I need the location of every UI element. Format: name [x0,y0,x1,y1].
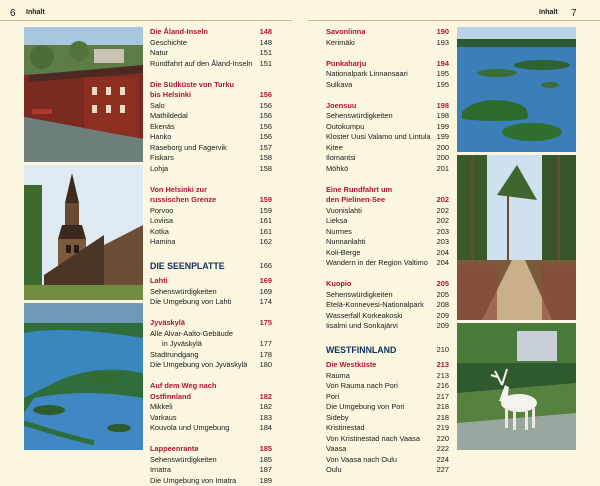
toc-page-number: 195 [437,69,449,80]
toc-entry-title: Sulkava [326,80,352,91]
toc-entry-title: Jyväskylä [150,318,185,329]
toc-page-number: 148 [260,38,272,49]
toc-page-number: 159 [260,206,272,217]
toc-entry-title: Lohja [150,164,168,175]
toc-page-number: 156 [260,90,272,101]
toc-page-number: 187 [260,465,272,476]
toc-entry[interactable] [326,38,449,49]
toc-entry[interactable] [150,237,272,248]
toc-entry-title: Kitee [326,143,343,154]
toc-page-number: 218 [437,402,449,413]
toc-entry[interactable] [150,206,272,217]
toc-entry[interactable] [150,465,272,476]
toc-entry-title: Outokumpu [326,122,364,133]
toc-page-number: 193 [437,38,449,49]
toc-entry-title: Möhkö [326,164,348,175]
toc-page-number: 213 [437,371,449,382]
toc-entry[interactable] [326,392,449,403]
toc-page-number: 213 [437,360,449,371]
toc-page-number: 217 [437,392,449,403]
toc-entry-title: bis Helsinki [150,90,191,101]
toc-entry[interactable] [326,300,449,311]
toc-entry[interactable] [326,143,449,154]
toc-spacer [326,332,449,343]
toc-page-number: 194 [437,59,449,70]
toc-entry[interactable] [150,287,272,298]
toc-page-number: 210 [437,344,449,356]
toc-entry[interactable] [326,111,449,122]
toc-entry[interactable] [150,339,272,350]
photo-forest-path [457,155,576,320]
toc-page-number: 180 [260,360,272,371]
toc-page-number: 162 [260,237,272,248]
toc-entry[interactable] [150,164,272,175]
toc-entry-title: russischen Grenze [150,195,216,206]
toc-page-number: 222 [437,444,449,455]
toc-page-number: 203 [437,227,449,238]
photo-lake-islands [457,27,576,152]
toc-page-number: 182 [260,392,272,403]
toc-entry-title: Von Vaasa nach Oulu [326,455,397,466]
toc-entry-title: Lieksa [326,216,347,227]
toc-entry-title: Kristinestad [326,423,365,434]
toc-page-number: 156 [260,101,272,112]
toc-right [326,27,449,476]
toc-page-number: 224 [437,455,449,466]
toc-entry-title: Salo [150,101,165,112]
toc-entry-title: Lappeenranta [150,444,198,455]
toc-entry-title: Mathildedal [150,111,188,122]
toc-entry-title: Die Südküste von Turku [150,80,234,89]
toc-entry[interactable] [150,476,272,486]
toc-page-number: 220 [437,434,449,445]
photo-red-warehouses [24,27,143,162]
toc-page-number: 148 [260,27,272,38]
toc-entry-title: Kerimäki [326,38,355,49]
toc-entry-title: Die Umgebung von Lahti [150,297,231,308]
toc-entry-title: Iisalmi und Sonkajärvi [326,321,398,332]
toc-page-number: 169 [260,276,272,287]
toc-page-number: 198 [437,111,449,122]
toc-entry-title: Sehenswürdigkeiten [326,290,393,301]
toc-page-number: 204 [437,248,449,259]
toc-section-heading[interactable] [150,381,272,392]
toc-entry[interactable] [326,227,449,238]
header-rule-right [308,20,600,21]
toc-section-heading[interactable] [326,59,449,70]
toc-entry-title: Oulu [326,465,342,476]
toc-entry-title: Die Åland-Inseln [150,27,208,38]
toc-entry[interactable] [326,69,449,80]
toc-entry-title: Die Umgebung von Pori [326,402,404,413]
toc-entry-title: Raseborg und Fagervik [150,143,227,154]
toc-entry[interactable] [150,38,272,49]
toc-entry-title: Die Umgebung von Imatra [150,476,236,486]
toc-entry-title: Sideby [326,413,349,424]
toc-section-heading[interactable] [326,27,449,38]
toc-page-number: 218 [437,413,449,424]
toc-entry[interactable] [326,164,449,175]
toc-page-number: 227 [437,465,449,476]
toc-page-number: 158 [260,164,272,175]
toc-entry[interactable] [150,402,272,413]
toc-entry[interactable] [150,423,272,434]
toc-entry[interactable] [326,321,449,332]
toc-entry[interactable] [150,132,272,143]
toc-entry[interactable] [150,360,272,371]
toc-entry-title: Kouvola und Umgebung [150,423,229,434]
toc-page-number: 156 [260,132,272,143]
toc-page-number: 200 [437,153,449,164]
toc-entry[interactable] [326,402,449,413]
toc-section-heading[interactable] [150,195,272,206]
toc-page-number: 184 [260,423,272,434]
toc-entry-title: Natur [150,48,168,59]
toc-entry-title: Imatra [150,465,171,476]
toc-spacer [150,174,272,185]
toc-page-number: 219 [437,423,449,434]
toc-page-number: 209 [437,321,449,332]
toc-entry-title: Kotka [150,227,169,238]
toc-section-heading[interactable] [326,360,449,371]
toc-page-number: 157 [260,143,272,154]
toc-entry-title: Etelä-Konnevesi-Nationalpark [326,300,424,311]
toc-entry[interactable] [326,423,449,434]
toc-page-number: 208 [437,300,449,311]
toc-section-heading[interactable] [150,27,272,38]
photo-white-reindeer [457,323,576,450]
toc-entry-title: Nurmes [326,227,352,238]
toc-entry[interactable] [326,434,449,445]
toc-entry-title: Alle Alvar-Aalto-Gebäude [150,329,233,340]
toc-entry[interactable] [150,143,272,154]
toc-section-heading[interactable] [150,185,272,196]
toc-entry[interactable] [150,216,272,227]
toc-page-number: 185 [260,455,272,466]
toc-page-number: 204 [437,258,449,269]
toc-entry[interactable] [150,350,272,361]
toc-entry[interactable] [150,297,272,308]
toc-entry[interactable] [150,413,272,424]
toc-entry-title: Ostfinnland [150,392,191,403]
toc-entry[interactable] [326,132,449,143]
toc-spacer [326,174,449,185]
right-page [300,0,600,475]
toc-page-number: 202 [437,216,449,227]
toc-entry-title: Von Rauma nach Pori [326,381,398,392]
toc-page-number: 174 [260,297,272,308]
page-number-right: 7 [571,8,577,19]
toc-entry[interactable] [326,122,449,133]
toc-page-number: 185 [260,444,272,455]
toc-page-number: 200 [437,143,449,154]
toc-entry-title: Ilomantsi [326,153,356,164]
toc-entry-title: Porvoo [150,206,173,217]
toc-entry-title: Kuopio [326,279,351,290]
toc-entry-title: Eine Rundfahrt um [326,185,392,194]
toc-entry-title: Rundfahrt auf den Åland-Inseln [150,59,252,70]
toc-page-number: 198 [437,101,449,112]
toc-entry-title: Sehenswürdigkeiten [326,111,393,122]
toc-entry-title: DIE SEENPLATTE [150,260,225,272]
toc-entry-title: WESTFINNLAND [326,344,396,356]
toc-entry[interactable] [150,153,272,164]
toc-entry-title: Stadtrundgang [150,350,199,361]
toc-region-heading[interactable] [326,344,449,356]
toc-entry[interactable] [150,227,272,238]
toc-entry-title: Varkaus [150,413,177,424]
toc-page-number: 183 [260,413,272,424]
toc-entry-title: Von Kristinestad nach Vaasa [326,434,420,445]
toc-entry[interactable] [326,248,449,259]
toc-entry[interactable] [150,329,272,340]
toc-spacer [150,69,272,80]
toc-entry-title: Vuonislahti [326,206,362,217]
toc-entry-title: Geschichte [150,38,187,49]
toc-page-number: 182 [260,402,272,413]
toc-entry[interactable] [326,290,449,301]
toc-entry[interactable] [326,258,449,269]
toc-spacer [150,371,272,382]
toc-page-number: 151 [260,48,272,59]
photo-lake-aerial [24,303,143,450]
toc-page-number: 159 [260,195,272,206]
toc-page-number: 202 [437,206,449,217]
toc-entry[interactable] [326,455,449,466]
toc-entry-title: den Pielinen-See [326,195,385,206]
toc-entry-title: Nunnanlahti [326,237,365,248]
toc-entry-title: Die Westküste [326,360,376,371]
toc-entry[interactable] [326,311,449,322]
toc-entry-title: Fiskars [150,153,174,164]
toc-entry-title: Kloster Uusi Valamo und Lintula [326,132,431,143]
toc-entry-title: Hamina [150,237,175,248]
toc-page-number: 189 [260,476,272,486]
toc-spacer [150,308,272,319]
toc-page-number: 216 [437,381,449,392]
toc-entry[interactable] [150,48,272,59]
toc-entry[interactable] [326,381,449,392]
toc-spacer [326,90,449,101]
toc-entry-title: Nationalpark Linnansaari [326,69,408,80]
toc-spacer [150,248,272,259]
toc-entry[interactable] [326,371,449,382]
toc-entry-title: Sehenswürdigkeiten [150,287,217,298]
toc-spacer [326,48,449,59]
toc-section-heading[interactable] [326,101,449,112]
toc-page-number: 161 [260,227,272,238]
toc-page-number: 205 [437,279,449,290]
toc-spacer [326,269,449,280]
toc-entry-title: Die Umgebung von Jyväskylä [150,360,247,371]
toc-entry[interactable] [326,153,449,164]
toc-page-number: 201 [437,164,449,175]
page-number-left: 6 [10,8,16,19]
toc-entry-title: Sehenswürdigkeiten [150,455,217,466]
toc-entry-title: Rauma [326,371,350,382]
toc-entry[interactable] [150,59,272,70]
toc-entry[interactable] [326,206,449,217]
page-header-right: Inhalt [539,9,558,16]
toc-page-number: 156 [260,122,272,133]
toc-region-heading[interactable] [150,260,272,272]
toc-section-heading[interactable] [150,90,272,101]
toc-entry-title: Koli-Berge [326,248,361,259]
toc-page-number: 158 [260,153,272,164]
toc-section-heading[interactable] [150,80,272,91]
toc-page-number: 209 [437,311,449,322]
toc-section-heading[interactable] [326,185,449,196]
toc-entry-title: Punkaharju [326,59,366,70]
toc-page-number: 156 [260,111,272,122]
toc-page-number: 178 [260,350,272,361]
left-page [0,0,300,475]
toc-entry-title: Mikkeli [150,402,173,413]
toc-spacer [150,434,272,445]
toc-entry-title: Vaasa [326,444,346,455]
toc-entry-title: Von Helsinki zur [150,185,207,194]
toc-page-number: 202 [437,195,449,206]
toc-entry[interactable] [326,80,449,91]
toc-section-heading[interactable] [326,279,449,290]
toc-entry[interactable] [150,122,272,133]
toc-page-number: 151 [260,59,272,70]
toc-entry-title: Ekenäs [150,122,175,133]
toc-page-number: 161 [260,216,272,227]
toc-entry-title: in Jyväskylä [162,339,202,350]
toc-section-heading[interactable] [150,318,272,329]
toc-entry[interactable] [326,444,449,455]
toc-page-number: 175 [260,318,272,329]
toc-page-number: 177 [260,339,272,350]
photo-wooden-church [24,165,143,300]
page-header-left: Inhalt [26,9,45,16]
toc-page-number: 190 [437,27,449,38]
toc-entry-title: Pori [326,392,339,403]
toc-section-heading[interactable] [150,276,272,287]
toc-entry[interactable] [326,465,449,476]
toc-entry[interactable] [326,216,449,227]
toc-entry[interactable] [150,111,272,122]
toc-entry-title: Hanko [150,132,171,143]
toc-left [150,27,272,486]
toc-entry-title: Loviisa [150,216,173,227]
toc-entry[interactable] [150,101,272,112]
toc-entry[interactable] [326,413,449,424]
toc-section-heading[interactable] [150,392,272,403]
toc-page-number: 166 [260,260,272,272]
toc-entry-title: Joensuu [326,101,356,112]
toc-entry-title: Auf dem Weg nach [150,381,216,390]
toc-page-number: 169 [260,287,272,298]
toc-section-heading[interactable] [150,444,272,455]
toc-entry-title: Wandern in der Region Valtimo [326,258,428,269]
toc-entry-title: Savonlinna [326,27,365,38]
toc-section-heading[interactable] [326,195,449,206]
toc-page-number: 195 [437,80,449,91]
toc-entry[interactable] [150,455,272,466]
toc-entry[interactable] [326,237,449,248]
toc-page-number: 199 [437,132,449,143]
toc-entry-title: Wasserfall Korkeakoski [326,311,403,322]
toc-page-number: 199 [437,122,449,133]
header-rule-left [0,20,292,21]
toc-entry-title: Lahti [150,276,168,287]
toc-page-number: 203 [437,237,449,248]
toc-page-number: 205 [437,290,449,301]
